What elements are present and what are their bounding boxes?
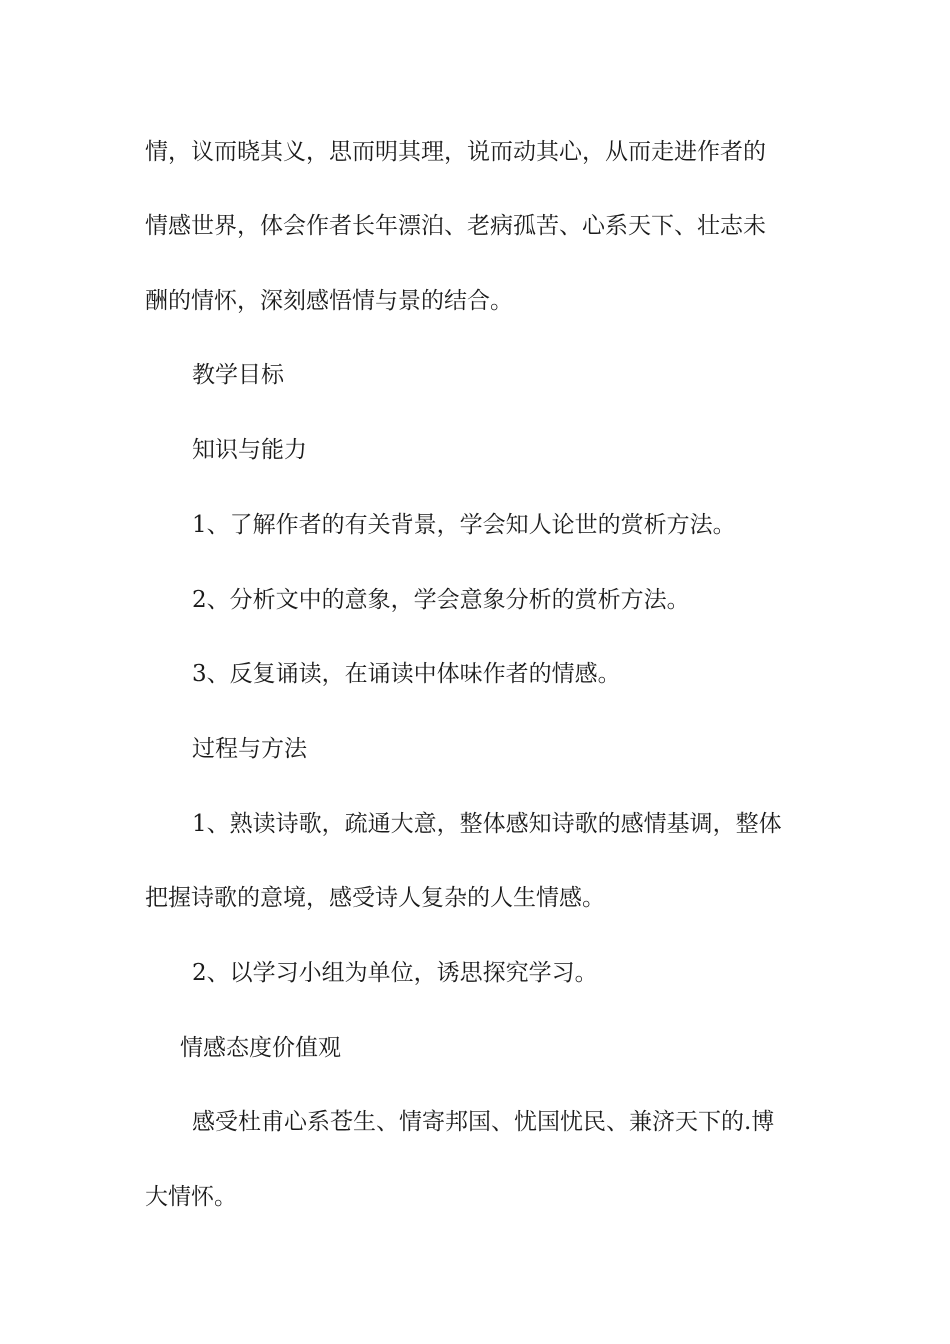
process-item-1-line-1: 1、熟读诗歌，疏通大意，整体感知诗歌的感情基调，整体 (192, 811, 782, 837)
knowledge-item-1: 1、了解作者的有关背景，学会知人论世的赏析方法。 (192, 512, 736, 538)
heading-knowledge-ability: 知识与能力 (192, 437, 307, 463)
knowledge-item-2: 2、分析文中的意象，学会意象分析的赏析方法。 (192, 587, 690, 613)
paragraph-line-3: 酬的情怀，深刻感悟情与景的结合。 (145, 288, 513, 314)
process-item-1-line-2: 把握诗歌的意境，感受诗人复杂的人生情感。 (145, 885, 605, 911)
emotion-line-2: 大情怀。 (145, 1184, 237, 1210)
paragraph-line-1: 情，议而晓其义，思而明其理，说而动其心，从而走进作者的 (145, 139, 766, 165)
emotion-line-1: 感受杜甫心系苍生、情寄邦国、忧国忧民、兼济天下的.博 (192, 1109, 775, 1135)
heading-process-method: 过程与方法 (192, 736, 307, 762)
knowledge-item-3: 3、反复诵读，在诵读中体味作者的情感。 (192, 661, 621, 687)
heading-teaching-goals: 教学目标 (192, 362, 284, 388)
heading-emotion-values: 情感态度价值观 (180, 1035, 341, 1061)
paragraph-line-2: 情感世界，体会作者长年漂泊、老病孤苦、心系天下、壮志未 (145, 213, 766, 239)
process-item-2: 2、以学习小组为单位，诱思探究学习。 (192, 960, 598, 986)
